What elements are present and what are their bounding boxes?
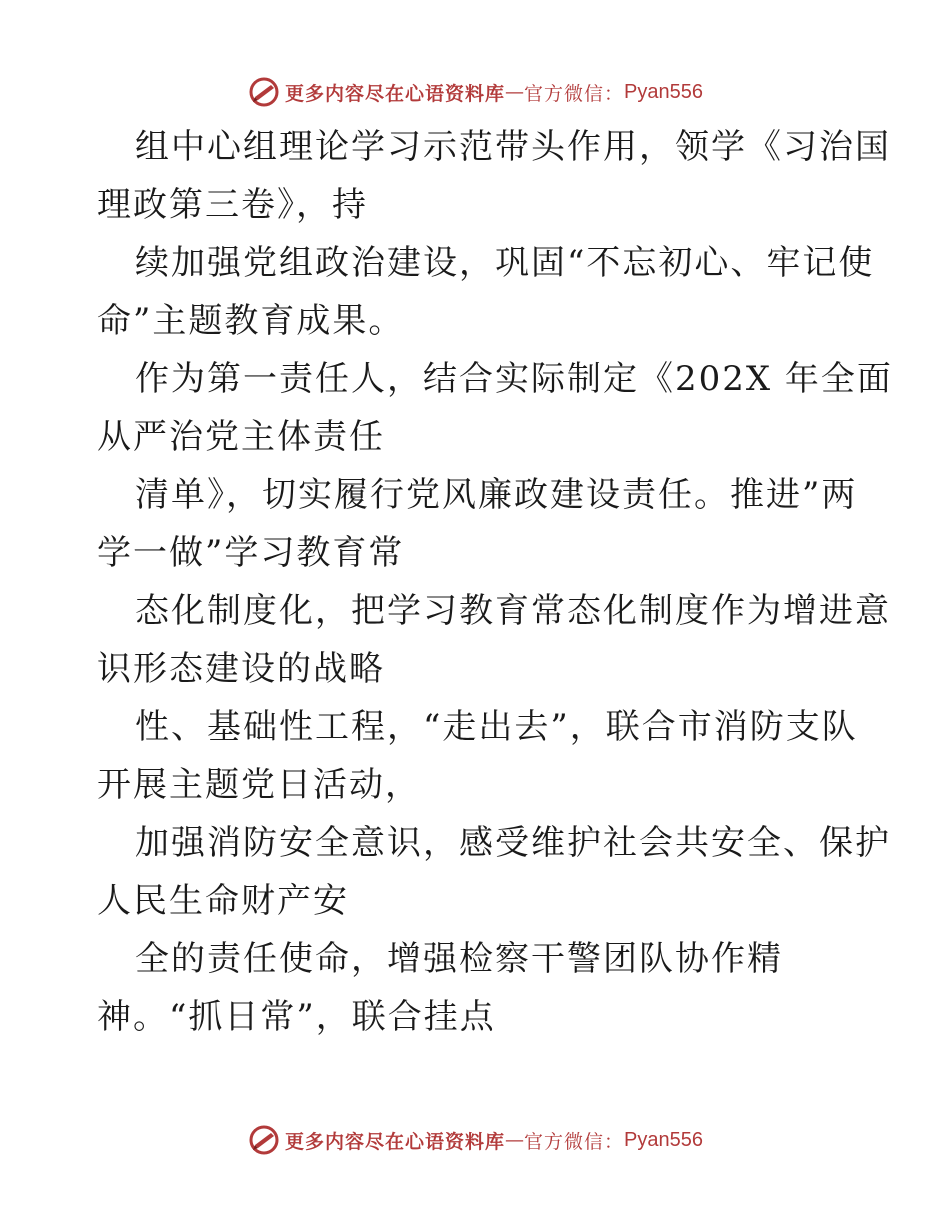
header-wechat-label: 官方微信： <box>524 82 625 105</box>
logo-icon <box>247 75 281 109</box>
body-line: 态化制度化，把学习教育常态化制度作为增进意 <box>135 591 891 631</box>
body-line: 从严治党主体责任 <box>97 417 385 457</box>
footer-account: Pyan556 <box>624 1128 703 1151</box>
body-line: 开展主题党日活动， <box>97 765 421 805</box>
body-line: 人民生命财产安 <box>97 881 349 921</box>
header-account: Pyan556 <box>624 80 703 103</box>
body-line: 续加强党组政治建设，巩固“不忘初心、牢记使 <box>135 243 875 283</box>
body-line: 命”主题教育成果。 <box>97 301 405 341</box>
header-brand: 更多内容尽在心语资料库 <box>285 82 506 105</box>
body-line: 清单》，切实履行党风廉政建设责任。推进”两 <box>135 475 858 515</box>
body-line: 性、基础性工程，“走出去”，联合市消防支队 <box>135 707 858 747</box>
body-line: 学一做”学习教育常 <box>97 533 405 573</box>
body-line: 全的责任使命，增强检察干警团队协作精 <box>135 939 783 979</box>
body-line: 神。“抓日常”，联合挂点 <box>97 997 496 1037</box>
footer-banner <box>0 1118 950 1162</box>
document-body <box>97 118 893 1046</box>
body-line: 识形态建设的战略 <box>97 649 385 689</box>
header-dash: — <box>505 81 525 103</box>
footer-dash: — <box>505 1129 525 1151</box>
body-line: 作为第一责任人，结合实际制定《202X 年全面 <box>135 359 893 399</box>
body-line: 理政第三卷》，持 <box>97 185 368 225</box>
footer-brand: 更多内容尽在心语资料库 <box>285 1130 506 1153</box>
logo-icon <box>247 1123 281 1157</box>
header-banner <box>0 70 950 114</box>
footer-wechat-label: 官方微信： <box>524 1130 625 1153</box>
body-line: 加强消防安全意识，感受维护社会共安全、保护 <box>135 823 891 863</box>
body-line: 组中心组理论学习示范带头作用，领学《习治国 <box>135 127 891 167</box>
